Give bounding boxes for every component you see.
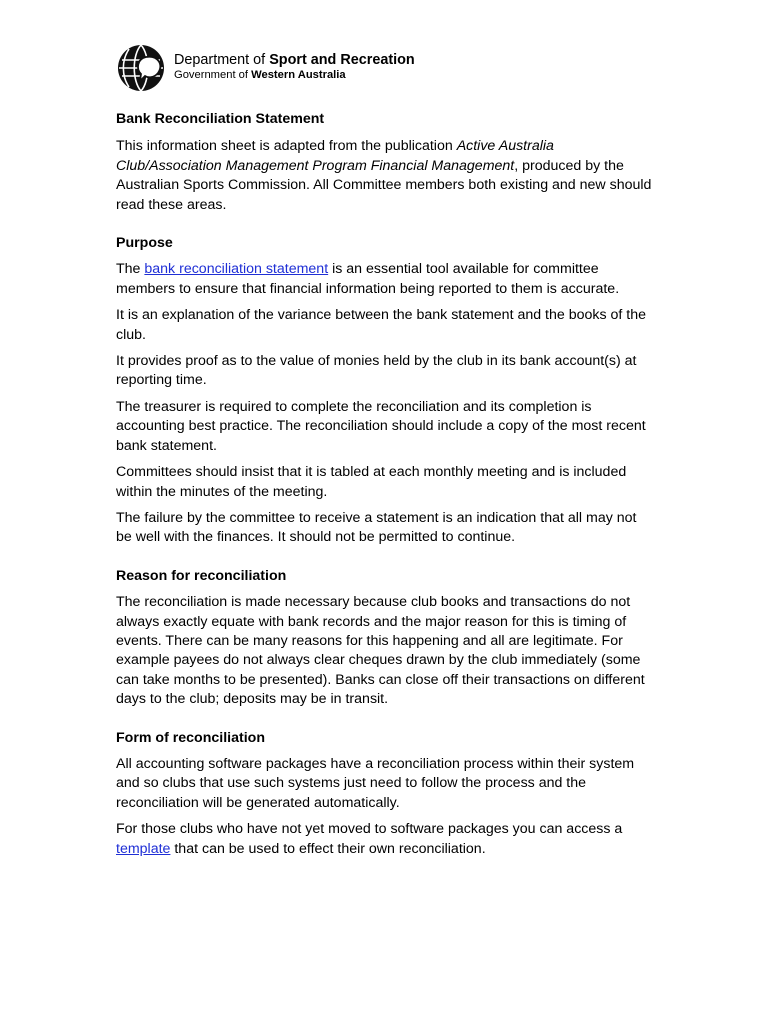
gov-prefix: Government of — [174, 69, 252, 81]
dept-bold: Sport and Recreation — [269, 52, 415, 68]
purpose-paragraph-5: Committees should insist that it is tabled at each monthly meeting and is included within the minutes of the meeting. — [116, 464, 627, 500]
purpose-paragraph-1 — [116, 260, 656, 299]
government-title — [174, 69, 415, 82]
gov-bold: Western Australia — [251, 69, 346, 81]
form-paragraph-1: All accounting software packages have a reconciliation process within their system and so clubs that use such systems just need to follow the process and the reconciliation will be generated automatically. — [116, 755, 635, 811]
reason-heading: Reason for reconciliation — [116, 567, 287, 584]
purpose-paragraph-3: It provides proof as to the value of monies held by the club in its bank account(s) at reporting time. — [116, 353, 637, 389]
globe-speech-logo-icon — [116, 43, 166, 93]
dept-prefix: Department of — [174, 52, 270, 68]
department-title — [174, 52, 415, 69]
intro-pre: This information sheet is adapted from the publication — [116, 138, 457, 155]
bank-reconciliation-statement-link[interactable]: bank reconciliation statement — [144, 261, 329, 278]
purpose-p1-pre: The — [116, 261, 145, 278]
intro-paragraph — [116, 137, 656, 215]
form-p2-pre: For those clubs who have not yet moved to software packages you can access a — [116, 821, 623, 838]
intro-post: , produced by the Australian Sports Commission. All Committee members both existing and new should read these areas. — [116, 157, 652, 213]
form-p2-post: that can be used to effect their own reconciliation. — [170, 840, 486, 857]
form-heading: Form of reconciliation — [116, 729, 265, 746]
purpose-p1-post: is an essential tool available for committee members to ensure that financial information being reported to them is accurate. — [116, 261, 620, 297]
purpose-paragraph-6: The failure by the committee to receive a statement is an indication that all may not be well with the finances. It should not be permitted to continue. — [116, 509, 637, 546]
purpose-paragraph-4: The treasurer is required to complete the reconciliation and its completion is accounting best practice. The reconciliation should include a copy of the most recent bank statement. — [116, 398, 646, 454]
intro-publication: Active Australia Club/Association Management Program Financial Management — [116, 138, 554, 174]
purpose-paragraph-2: It is an explanation of the variance between the bank statement and the books of the club. — [116, 307, 647, 343]
form-paragraph-2 — [116, 820, 656, 859]
reason-paragraph-1: The reconciliation is made necessary because club books and transactions do not always exactly equate with bank records and the major reason for this is timing of events. There can be many reasons for this happening and all are legitimate. For example payees do not always clear cheques drawn by the club immediately (some can take months to be presented). Banks can close off their transactions on different days to the club; deposits may be in transit. — [116, 594, 645, 708]
purpose-heading: Purpose — [116, 235, 173, 252]
department-name — [174, 52, 415, 82]
template-link[interactable]: template — [116, 840, 171, 857]
letterhead — [116, 40, 656, 96]
document-title: Bank Reconciliation Statement — [116, 111, 325, 127]
document-page — [116, 40, 656, 866]
